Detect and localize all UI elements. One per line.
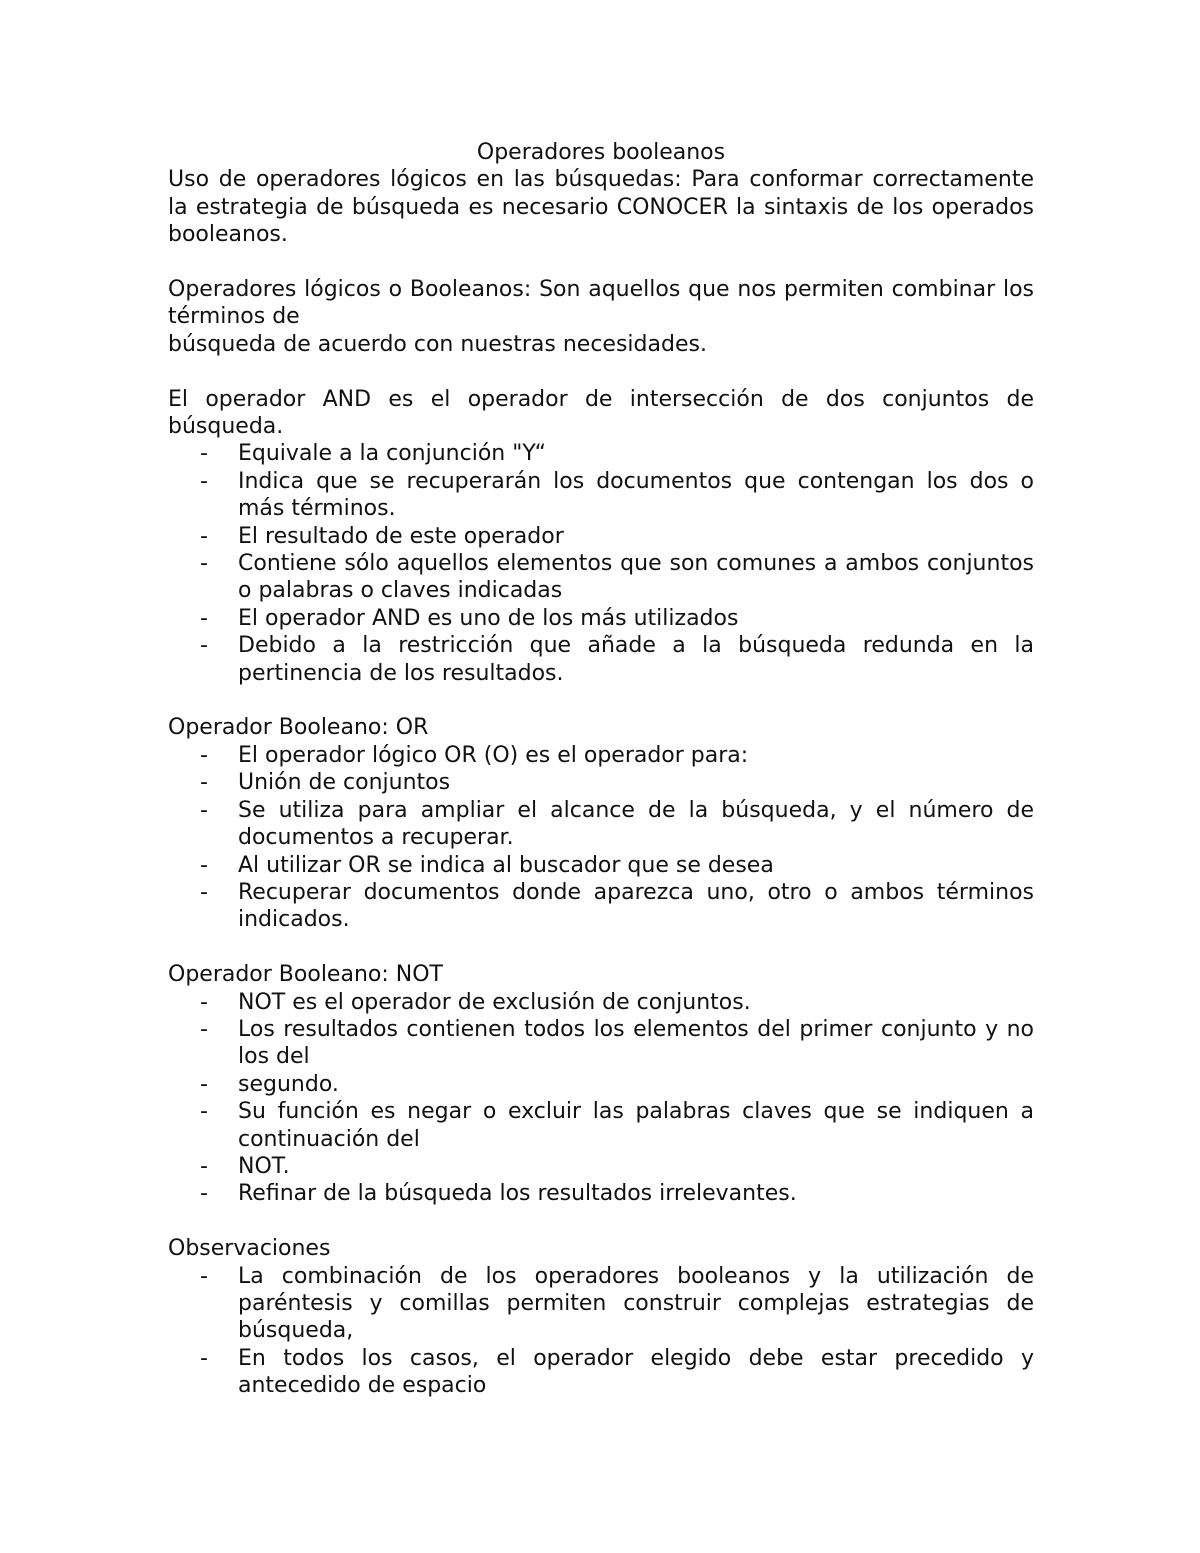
and-list (168, 440, 1034, 687)
list-item-text: El operador AND es uno de los más utilizados (238, 605, 739, 631)
list-item (168, 523, 1034, 550)
list-item-text: Unión de conjuntos (238, 770, 451, 796)
list-item (168, 468, 1034, 523)
list-item-text: Al utilizar OR se indica al buscador que se desea (238, 852, 774, 878)
dash-bullet: - (200, 523, 208, 549)
list-item-text: Debido a la restricción que añade a la búsqueda redunda en la pertinencia de los resultados. (238, 633, 1034, 686)
dash-bullet: - (200, 1071, 208, 1097)
list-item-text: segundo. (238, 1071, 339, 1097)
list-item-text: Equivale a la conjunción "Y“ (238, 441, 546, 467)
list-item (168, 769, 1034, 796)
list-item-text: NOT es el operador de exclusión de conjuntos. (238, 989, 751, 1015)
list-item (168, 1180, 1034, 1207)
dash-bullet: - (200, 852, 208, 878)
definition-line-1: Operadores lógicos o Booleanos: Son aquellos que nos permiten combinar los términos de (168, 277, 1034, 330)
list-item (168, 1016, 1034, 1071)
list-item (168, 852, 1034, 879)
dash-bullet: - (200, 468, 208, 494)
list-item-text: Contiene sólo aquellos elementos que son comunes a ambos conjuntos o palabras o claves indicadas (238, 551, 1034, 604)
dash-bullet: - (200, 1181, 208, 1207)
list-item (168, 742, 1034, 769)
dash-bullet: - (200, 879, 208, 905)
intro-paragraph: Uso de operadores lógicos en las búsquedas: Para conformar correctamente la estrategia de búsqueda es necesario CONOCER la sintaxis de los operados booleanos. (168, 167, 1034, 248)
definition-line-2: búsqueda de acuerdo con nuestras necesidades. (168, 331, 707, 357)
list-item (168, 1071, 1034, 1098)
list-item (168, 1098, 1034, 1153)
dash-bullet: - (200, 742, 208, 768)
document-page (168, 139, 1034, 1400)
dash-bullet: - (200, 989, 208, 1015)
list-item (168, 605, 1034, 632)
list-item-text: Su función es negar o excluir las palabras claves que se indiquen a continuación del (238, 1099, 1034, 1152)
list-item-text: Los resultados contienen todos los elementos del primer conjunto y no los del (238, 1016, 1034, 1070)
or-list (168, 742, 1034, 934)
dash-bullet: - (200, 1345, 208, 1371)
list-item (168, 1263, 1034, 1345)
spacer (168, 358, 1034, 385)
dash-bullet: - (200, 551, 208, 577)
list-item-text: Recuperar documentos donde aparezca uno, otro o ambos términos indicados. (238, 879, 1034, 933)
list-item-text: Refinar de la búsqueda los resultados irrelevantes. (238, 1181, 797, 1207)
list-item-text: Indica que se recuperarán los documentos que contengan los dos o más términos. (238, 468, 1034, 522)
spacer (168, 934, 1034, 961)
list-item (168, 632, 1034, 687)
not-list (168, 989, 1034, 1208)
spacer (168, 1208, 1034, 1235)
list-item (168, 1345, 1034, 1400)
list-item-text: El operador lógico OR (O) es el operador para: (238, 742, 749, 768)
dash-bullet: - (200, 1263, 208, 1289)
dash-bullet: - (200, 441, 208, 467)
not-heading: Operador Booleano: NOT (168, 962, 443, 988)
list-item-text: NOT. (238, 1153, 290, 1179)
observations-list (168, 1263, 1034, 1400)
list-item (168, 1153, 1034, 1180)
list-item-text: En todos los casos, el operador elegido debe estar precedido y antecedido de espacio (238, 1345, 1034, 1399)
dash-bullet: - (200, 1099, 208, 1125)
and-intro: El operador AND es el operador de intersección de dos conjuntos de búsqueda. (168, 386, 1034, 440)
list-item (168, 989, 1034, 1016)
document-title: Operadores booleanos (476, 140, 726, 165)
list-item (168, 550, 1034, 605)
dash-bullet: - (200, 770, 208, 796)
dash-bullet: - (200, 797, 208, 823)
dash-bullet: - (200, 1016, 208, 1042)
dash-bullet: - (200, 1153, 208, 1179)
list-item (168, 879, 1034, 934)
list-item-text: La combinación de los operadores booleanos y la utilización de paréntesis y comillas permiten construir complejas estrategias de búsqueda, (238, 1263, 1034, 1344)
or-heading: Operador Booleano: OR (168, 715, 429, 741)
list-item-text: El resultado de este operador (238, 523, 564, 549)
dash-bullet: - (200, 605, 208, 631)
spacer (168, 249, 1034, 276)
dash-bullet: - (200, 633, 208, 659)
list-item-text: Se utiliza para ampliar el alcance de la búsqueda, y el número de documentos a recuperar. (238, 797, 1034, 851)
list-item (168, 440, 1034, 467)
observations-heading: Observaciones (168, 1236, 331, 1262)
list-item (168, 797, 1034, 852)
spacer (168, 687, 1034, 714)
